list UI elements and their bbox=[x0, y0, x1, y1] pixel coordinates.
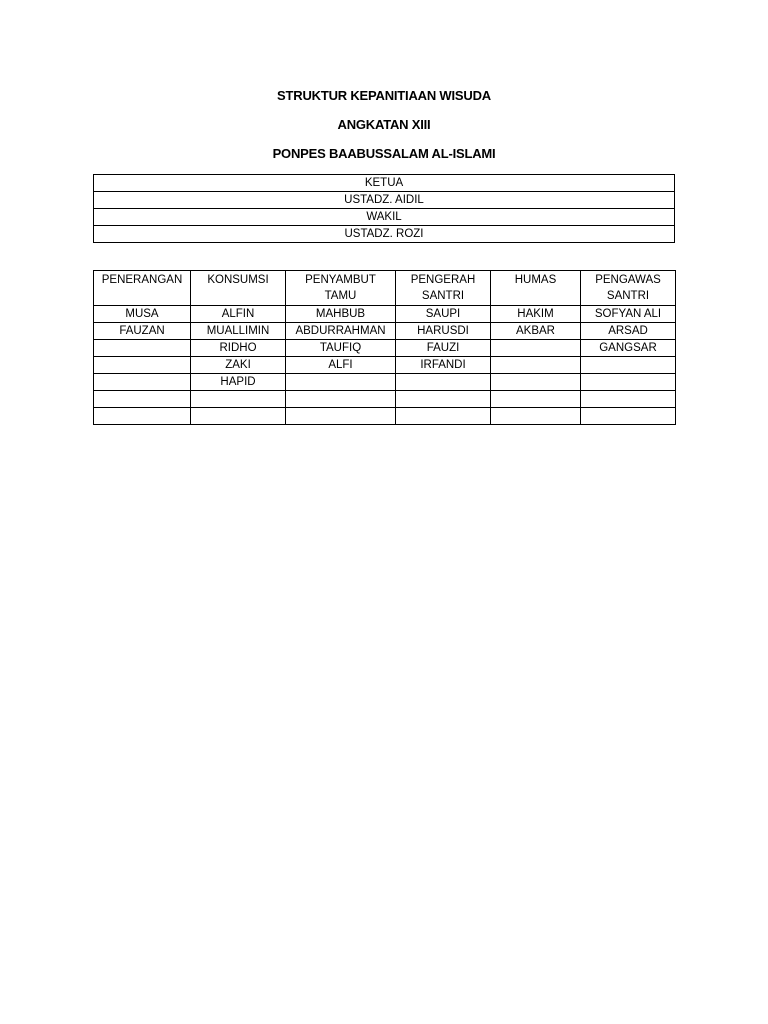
table-cell bbox=[286, 391, 396, 408]
table-cell bbox=[396, 374, 491, 391]
table-cell: HAPID bbox=[191, 374, 286, 391]
table-cell: IRFANDI bbox=[396, 357, 491, 374]
table-cell bbox=[396, 408, 491, 425]
table-cell: AKBAR bbox=[491, 323, 581, 340]
table-cell: RIDHO bbox=[191, 340, 286, 357]
ketua-name: USTADZ. AIDIL bbox=[94, 192, 675, 209]
table-cell bbox=[491, 357, 581, 374]
table-cell bbox=[396, 391, 491, 408]
column-header: PENERANGAN bbox=[94, 271, 191, 306]
column-header: PENYAMBUT TAMU bbox=[286, 271, 396, 306]
document-subtitle-school: PONPES BAABUSSALAM AL-ISLAMI bbox=[272, 146, 496, 161]
table-cell: ARSAD bbox=[581, 323, 676, 340]
table-cell: ABDURRAHMAN bbox=[286, 323, 396, 340]
table-cell: FAUZI bbox=[396, 340, 491, 357]
table-row bbox=[94, 374, 676, 391]
table-row bbox=[94, 323, 676, 340]
table-cell: MAHBUB bbox=[286, 306, 396, 323]
table-cell bbox=[94, 408, 191, 425]
table-cell bbox=[286, 374, 396, 391]
column-header: PENGERAH SANTRI bbox=[396, 271, 491, 306]
table-cell bbox=[286, 408, 396, 425]
table-cell: ALFIN bbox=[191, 306, 286, 323]
table-cell bbox=[581, 374, 676, 391]
column-header: PENGAWAS SANTRI bbox=[581, 271, 676, 306]
table-row bbox=[94, 391, 676, 408]
table-row bbox=[94, 192, 675, 209]
table-cell: HAKIM bbox=[491, 306, 581, 323]
leadership-table bbox=[93, 174, 675, 243]
table-cell bbox=[491, 374, 581, 391]
table-row bbox=[94, 408, 676, 425]
wakil-name: USTADZ. ROZI bbox=[94, 226, 675, 243]
table-cell bbox=[94, 391, 191, 408]
table-row bbox=[94, 357, 676, 374]
table-row bbox=[94, 209, 675, 226]
table-cell: FAUZAN bbox=[94, 323, 191, 340]
table-cell bbox=[491, 340, 581, 357]
table-cell bbox=[491, 408, 581, 425]
table-cell: TAUFIQ bbox=[286, 340, 396, 357]
document-subtitle-batch: ANGKATAN XIII bbox=[337, 117, 431, 132]
committee-table bbox=[93, 270, 676, 425]
column-header: KONSUMSI bbox=[191, 271, 286, 306]
table-cell: MUSA bbox=[94, 306, 191, 323]
table-cell: HARUSDI bbox=[396, 323, 491, 340]
table-cell: ZAKI bbox=[191, 357, 286, 374]
column-header: HUMAS bbox=[491, 271, 581, 306]
table-cell: GANGSAR bbox=[581, 340, 676, 357]
table-cell bbox=[491, 391, 581, 408]
table-cell: SOFYAN ALI bbox=[581, 306, 676, 323]
table-cell: SAUPI bbox=[396, 306, 491, 323]
table-cell bbox=[191, 391, 286, 408]
table-cell bbox=[94, 357, 191, 374]
table-cell bbox=[191, 408, 286, 425]
table-row bbox=[94, 175, 675, 192]
table-row bbox=[94, 306, 676, 323]
committee-header-row bbox=[94, 271, 676, 306]
table-cell bbox=[94, 374, 191, 391]
table-cell: MUALLIMIN bbox=[191, 323, 286, 340]
table-row bbox=[94, 226, 675, 243]
table-row bbox=[94, 340, 676, 357]
document-title: STRUKTUR KEPANITIAAN WISUDA bbox=[277, 88, 491, 103]
table-cell bbox=[581, 357, 676, 374]
table-cell bbox=[581, 391, 676, 408]
wakil-label: WAKIL bbox=[94, 209, 675, 226]
table-cell bbox=[581, 408, 676, 425]
ketua-label: KETUA bbox=[94, 175, 675, 192]
table-cell: ALFI bbox=[286, 357, 396, 374]
table-cell bbox=[94, 340, 191, 357]
